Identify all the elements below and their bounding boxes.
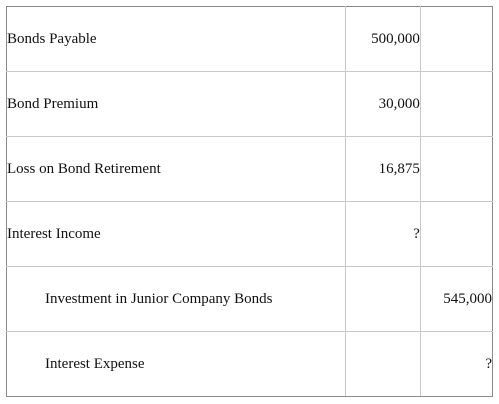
- table-row: [7, 332, 493, 397]
- account-cell: Interest Income: [7, 202, 346, 267]
- journal-entry-table: [6, 6, 493, 397]
- account-cell: Bond Premium: [7, 72, 346, 137]
- debit-cell: 30,000: [345, 72, 420, 137]
- credit-cell: 545,000: [420, 267, 492, 332]
- debit-cell: 500,000: [345, 7, 420, 72]
- credit-cell: [420, 72, 492, 137]
- debit-cell: [345, 332, 420, 397]
- account-cell: Investment in Junior Company Bonds: [7, 267, 346, 332]
- credit-cell: [420, 7, 492, 72]
- debit-cell: ?: [345, 202, 420, 267]
- account-cell: Interest Expense: [7, 332, 346, 397]
- table-row: [7, 202, 493, 267]
- table-row: [7, 137, 493, 202]
- table-row: [7, 267, 493, 332]
- account-cell: Bonds Payable: [7, 7, 346, 72]
- table-row: [7, 7, 493, 72]
- account-cell: Loss on Bond Retirement: [7, 137, 346, 202]
- debit-cell: [345, 267, 420, 332]
- table-row: [7, 72, 493, 137]
- credit-cell: ?: [420, 332, 492, 397]
- credit-cell: [420, 137, 492, 202]
- debit-cell: 16,875: [345, 137, 420, 202]
- credit-cell: [420, 202, 492, 267]
